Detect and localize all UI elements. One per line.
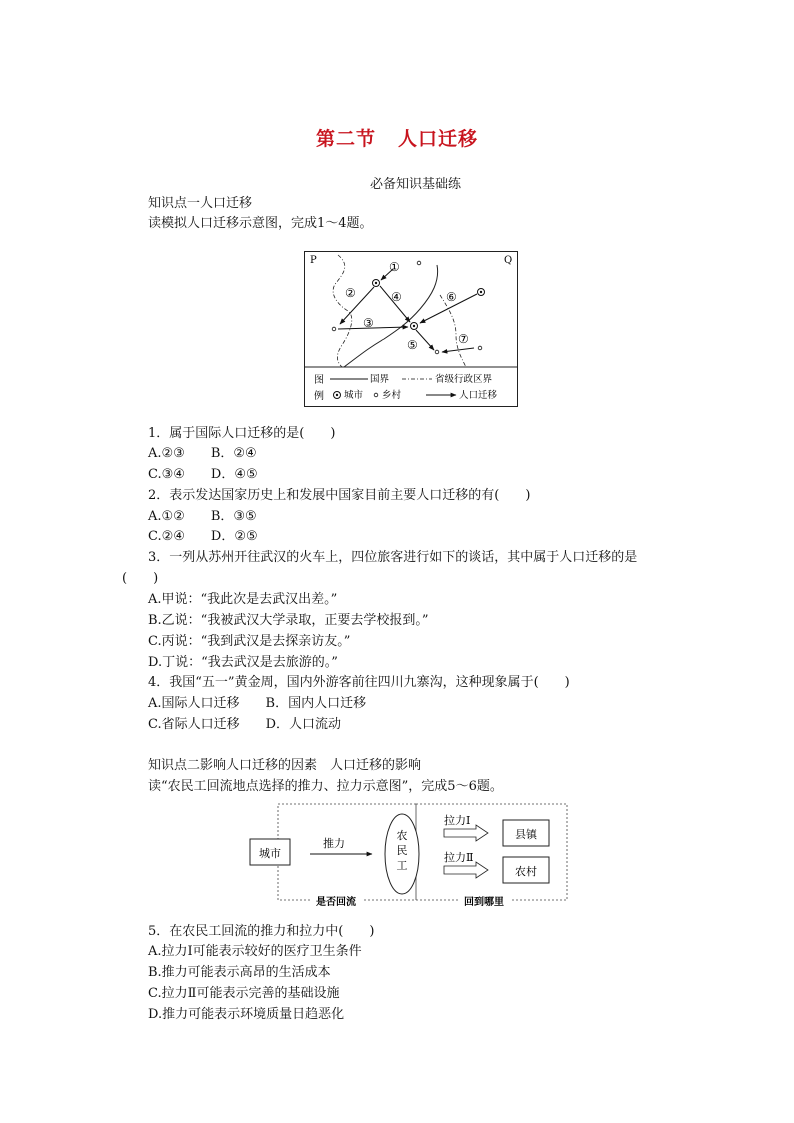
number-label-5: ⑤ bbox=[407, 338, 418, 352]
village-marker bbox=[332, 327, 336, 331]
village-marker bbox=[417, 261, 421, 265]
county-town-label: 县镇 bbox=[515, 828, 537, 841]
workers-char-2: 民 bbox=[396, 844, 408, 857]
title-part2: 人口迁移 bbox=[398, 128, 479, 150]
q1-options-row1: A.②③ B．②④ bbox=[148, 446, 257, 461]
pull1-label: 拉力Ⅰ bbox=[444, 814, 471, 827]
q4-stem: 4．我国“五一”黄金周，国内外游客前往四川九寨沟，这种现象属于( ) bbox=[148, 675, 570, 690]
legend-national-border: 国界 bbox=[370, 374, 390, 385]
pull2-label: 拉力Ⅱ bbox=[444, 851, 474, 864]
number-label-3: ③ bbox=[363, 316, 374, 330]
q5-option-a: A.拉力Ⅰ可能表示较好的医疗卫生条件 bbox=[148, 944, 362, 959]
number-label-4: ④ bbox=[391, 290, 402, 304]
section1-heading: 知识点一人口迁移 bbox=[148, 196, 253, 211]
q1-stem: 1．属于国际人口迁移的是( ) bbox=[148, 426, 336, 441]
q2-stem: 2．表示发达国家历史上和发展中国家目前主要人口迁移的有( ) bbox=[148, 488, 531, 503]
push-pull-diagram bbox=[248, 802, 570, 912]
page-title bbox=[0, 124, 794, 151]
q5-option-c: C.拉力Ⅱ可能表示完善的基础设施 bbox=[148, 986, 340, 1001]
village-marker bbox=[478, 346, 482, 350]
q3-option-d: D.丁说：“我去武汉是去旅游的。” bbox=[148, 655, 338, 670]
pull2-arrow bbox=[444, 862, 488, 878]
workers-char-1: 农 bbox=[396, 829, 408, 842]
q3-option-c: C.丙说：“我到武汉是去探亲访友。” bbox=[148, 634, 351, 649]
push-label: 推力 bbox=[323, 837, 345, 850]
q5-option-b: B.推力可能表示高昂的生活成本 bbox=[148, 965, 331, 980]
number-label-6: ⑥ bbox=[446, 290, 457, 304]
caption-whether-return: 是否回流 bbox=[316, 897, 356, 908]
q3-stem-cont: ( ) bbox=[122, 571, 159, 586]
corner-q-label: Q bbox=[504, 255, 513, 266]
pull1-arrow bbox=[444, 825, 488, 841]
legend-label-1: 图 bbox=[314, 375, 324, 386]
legend-migration: 人口迁移 bbox=[459, 390, 498, 401]
caption-where-return: 回到哪里 bbox=[464, 897, 504, 908]
q4-options-row2: C.省际人口迁移 D．人口流动 bbox=[148, 717, 342, 732]
q5-option-d: D.推力可能表示环境质量日趋恶化 bbox=[148, 1007, 345, 1022]
legend-provincial-border: 省级行政区界 bbox=[435, 374, 493, 385]
corner-p-label: P bbox=[310, 255, 317, 266]
section2-heading: 知识点二影响人口迁移的因素 人口迁移的影响 bbox=[148, 758, 422, 773]
section2-intro: 读“农民工回流地点选择的推力、拉力示意图”，完成5～6题。 bbox=[148, 779, 503, 794]
q4-options-row1: A.国际人口迁移 B．国内人口迁移 bbox=[148, 696, 367, 711]
q5-stem: 5．在农民工回流的推力和拉力中( ) bbox=[148, 924, 375, 939]
legend-label-2: 例 bbox=[314, 391, 324, 402]
migration-map-figure bbox=[304, 251, 518, 407]
q2-options-row2: C.②④ D．②⑤ bbox=[148, 529, 258, 544]
legend-city: 城市 bbox=[344, 390, 364, 401]
workers-char-3: 工 bbox=[396, 859, 408, 872]
city-marker bbox=[478, 289, 485, 296]
village-label: 农村 bbox=[515, 865, 537, 878]
q3-option-b: B.乙说：“我被武汉大学录取，正要去学校报到。” bbox=[148, 613, 429, 628]
q2-options-row1: A.①② B．③⑤ bbox=[148, 509, 257, 524]
number-label-7: ⑦ bbox=[458, 332, 469, 346]
q3-stem: 3．一列从苏州开往武汉的火车上，四位旅客进行如下的谈话，其中属于人口迁移的是 bbox=[148, 550, 638, 565]
where-return-group bbox=[416, 804, 567, 900]
section1-intro: 读模拟人口迁移示意图，完成1～4题。 bbox=[148, 216, 373, 231]
village-marker bbox=[435, 350, 439, 354]
legend-village: 乡村 bbox=[382, 390, 402, 401]
number-label-2: ② bbox=[345, 286, 356, 300]
city-label: 城市 bbox=[259, 847, 281, 860]
city-marker bbox=[411, 323, 418, 330]
q1-options-row2: C.③④ D．④⑤ bbox=[148, 467, 258, 482]
subtitle: 必备知识基础练 bbox=[370, 177, 462, 192]
city-marker bbox=[373, 280, 380, 287]
number-label-1: ① bbox=[389, 260, 400, 274]
title-part1: 第二节 bbox=[315, 128, 376, 150]
q3-option-a: A.甲说：“我此次是去武汉出差。” bbox=[148, 592, 338, 607]
